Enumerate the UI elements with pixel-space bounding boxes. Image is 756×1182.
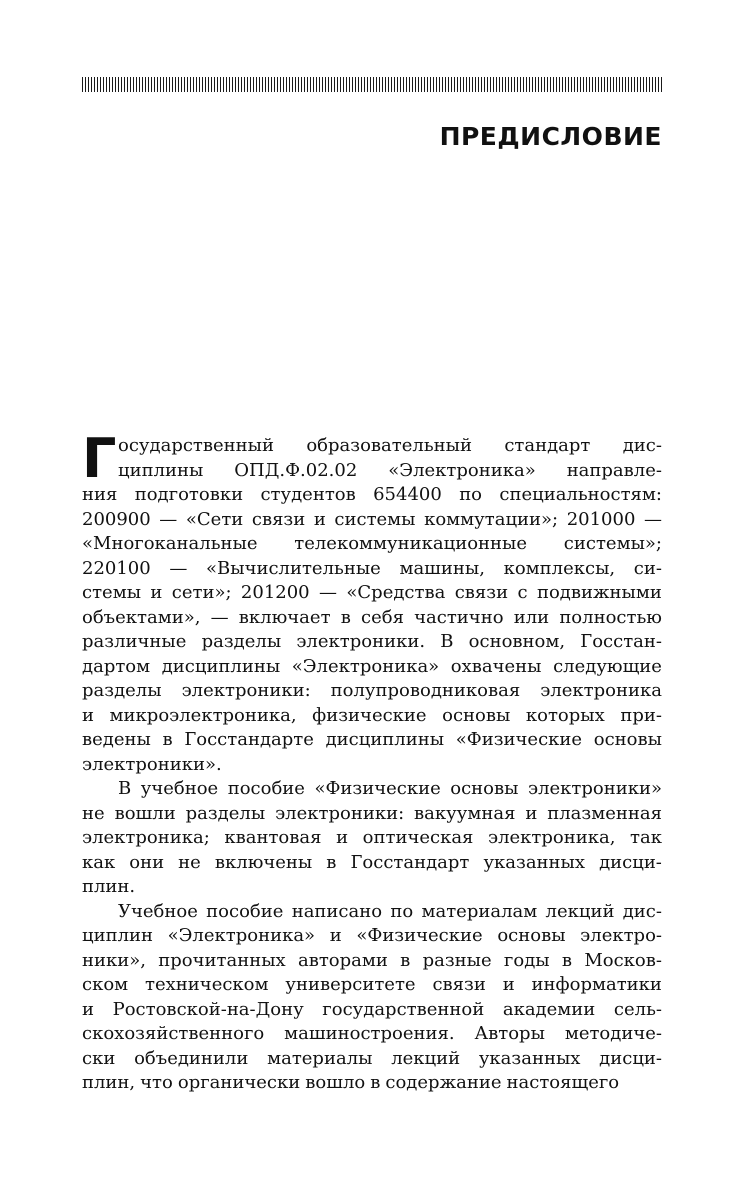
body-text [82, 427, 662, 1096]
text-line: осударственный образовательный стандарт дис- [118, 435, 662, 456]
text-line: и микроэлектроника, физические основы которых при- [82, 704, 662, 726]
text-line: объектами», — включает в себя частично или полностью [82, 606, 662, 628]
paragraph [82, 427, 662, 777]
decorative-rule-bar [82, 77, 662, 92]
text-line: и Ростовской-на-Дону государственной академии сель- [82, 998, 662, 1020]
text-line: 200900 — «Сети связи и системы коммутации»; 201000 — [82, 508, 662, 530]
text-line: скохозяйственного машиностроения. Авторы методиче- [82, 1023, 662, 1044]
text-line: стемы и сети»; 201200 — «Средства связи с подвижными [82, 582, 662, 603]
paragraph [82, 777, 662, 900]
text-line: электроники». [82, 753, 222, 775]
text-line: как они не включены в Госстандарт указанных дисци- [82, 851, 662, 873]
drop-cap-letter: Г [82, 427, 117, 490]
text-line: циплины ОПД.Ф.02.02 «Электроника» направле- [118, 459, 662, 481]
text-line: ском техническом университете связи и информатики [82, 974, 662, 995]
text-line: ния подготовки студентов 654400 по специальностям: [82, 484, 662, 505]
text-line: плин. [82, 876, 136, 897]
text-line: В учебное пособие «Физические основы электроники» [118, 778, 662, 799]
text-line: не вошли разделы электроники: вакуумная и плазменная [82, 802, 662, 824]
page-heading: ПРЕДИСЛОВИЕ [439, 122, 662, 151]
text-line: Учебное пособие написано по материалам лекций дис- [118, 900, 662, 922]
text-line: циплин «Электроника» и «Физические основы электро- [82, 925, 662, 946]
text-line: ски объединили материалы лекций указанных дисци- [82, 1047, 662, 1069]
text-line: дартом дисциплины «Электроника» охвачены следующие [82, 655, 662, 677]
text-line: электроника; квантовая и оптическая электроника, так [82, 827, 662, 848]
text-line: плин, что органически вошло в содержание настоящего [82, 1072, 620, 1093]
text-line: разделы электроники: полупроводниковая электроника [82, 680, 662, 701]
text-line: ники», прочитанных авторами в разные годы в Москов- [82, 949, 662, 971]
text-line: ведены в Госстандарте дисциплины «Физические основы [82, 729, 662, 750]
text-line: различные разделы электроники. В основном, Госстан- [82, 631, 662, 652]
text-line: 220100 — «Вычислительные машины, комплексы, си- [82, 557, 662, 579]
text-line: «Многоканальные телекоммуникационные системы»; [82, 533, 662, 554]
paragraph [82, 900, 662, 1096]
